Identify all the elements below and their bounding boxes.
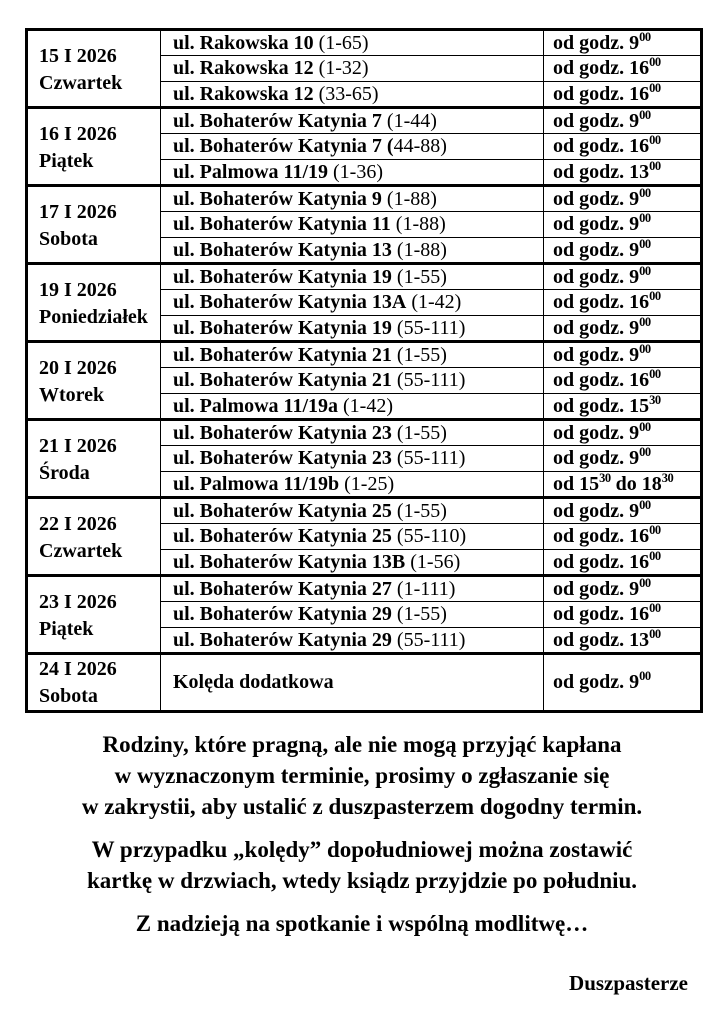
- street-cell: [161, 186, 544, 212]
- street-name: ul. Bohaterów Katynia 9: [173, 187, 382, 210]
- schedule-table-body: [27, 30, 702, 712]
- time-text: od godz. 9: [553, 213, 640, 235]
- time-minutes-superscript: 00: [639, 237, 651, 251]
- street-name: ul. Bohaterów Katynia 23: [173, 447, 392, 469]
- house-number-range: (1-65): [313, 31, 369, 54]
- day-text: Piątek: [39, 618, 94, 640]
- time-minutes-superscript: 00: [649, 133, 661, 147]
- time-text: od godz. 13: [553, 160, 650, 183]
- street-name: ul. Bohaterów Katynia 7: [173, 109, 382, 132]
- time-cell: [544, 394, 702, 420]
- time-text: od godz. 15: [553, 394, 650, 417]
- house-number-range: (1-88): [391, 238, 447, 261]
- street-cell: [161, 212, 544, 238]
- time-cell: [544, 472, 702, 498]
- time-cell: [544, 290, 702, 316]
- time-minutes-superscript: 30: [599, 471, 611, 485]
- time-cell: [544, 212, 702, 238]
- time-text: od godz. 9: [553, 447, 640, 469]
- street-name: ul. Bohaterów Katynia 27: [173, 577, 392, 600]
- house-number-range: (1-55): [391, 499, 447, 522]
- day-text: Wtorek: [39, 384, 105, 406]
- time-minutes-superscript: 00: [649, 523, 661, 537]
- time-text: od godz. 16: [553, 57, 650, 79]
- note-line: w wyznaczonym terminie, prosimy o zgłaszanie się: [114, 763, 610, 788]
- street-name: ul. Bohaterów Katynia 13: [173, 238, 392, 261]
- street-name: ul. Rakowska 12: [173, 82, 314, 105]
- note-line: Rodziny, które pragną, ale nie mogą przyjąć kapłana: [102, 732, 622, 757]
- time-text: od godz. 9: [553, 31, 640, 54]
- time-cell: [544, 82, 702, 108]
- note-paragraph-2: [0, 834, 724, 896]
- time-cell: [544, 368, 702, 394]
- time-minutes-superscript: 00: [649, 159, 661, 173]
- time-cell: [544, 108, 702, 134]
- street-cell: [161, 316, 544, 342]
- street-name: ul. Palmowa 11/19: [173, 160, 329, 183]
- time-minutes-superscript: 00: [639, 419, 651, 434]
- time-cell: [544, 446, 702, 472]
- notes-section: [0, 729, 724, 999]
- street-cell: [161, 238, 544, 264]
- time-minutes-superscript: 00: [639, 185, 651, 200]
- day-text: Piątek: [39, 150, 94, 172]
- house-number-range: (1-111): [391, 577, 456, 600]
- table-row: [27, 186, 702, 212]
- street-name: ul. Bohaterów Katynia 19: [173, 316, 392, 339]
- table-row: [27, 576, 702, 602]
- street-cell: [161, 394, 544, 420]
- street-cell: [161, 524, 544, 550]
- day-text: Sobota: [39, 228, 98, 250]
- street-cell: [161, 264, 544, 290]
- koleda-schedule-table: [25, 28, 703, 713]
- signature: Duszpasterze: [569, 971, 688, 995]
- time-cell: [544, 524, 702, 550]
- time-cell: [544, 264, 702, 290]
- time-cell: [544, 316, 702, 342]
- street-cell: [161, 82, 544, 108]
- date-text: 17 I 2026: [39, 201, 117, 223]
- time-minutes-superscript: 00: [639, 315, 651, 329]
- time-minutes-superscript: 00: [649, 81, 661, 95]
- time-minutes-superscript: 00: [639, 669, 651, 683]
- time-minutes-superscript: 00: [649, 55, 661, 69]
- street-cell: [161, 498, 544, 524]
- street-cell: [161, 290, 544, 316]
- house-number-range: (1-88): [390, 213, 446, 235]
- date-cell: [27, 342, 161, 420]
- time-text: od godz. 16: [553, 550, 650, 573]
- date-text: 23 I 2026: [39, 591, 117, 613]
- time-cell: [544, 420, 702, 446]
- house-number-range: (1-32): [313, 57, 369, 79]
- time-minutes-superscript: 00: [639, 29, 651, 44]
- street-cell: [161, 30, 544, 56]
- time-cell: [544, 654, 702, 712]
- note-line: W przypadku „kolędy” dopołudniowej można zostawić: [91, 837, 633, 862]
- day-text: Czwartek: [39, 540, 123, 562]
- house-number-range: 44-88): [393, 135, 447, 157]
- table-row: [27, 30, 702, 56]
- time-cell: [544, 134, 702, 160]
- street-name: ul. Rakowska 12: [173, 57, 314, 79]
- table-row: [27, 108, 702, 134]
- date-text: 16 I 2026: [39, 123, 117, 145]
- date-cell: [27, 108, 161, 186]
- street-name: Kolęda dodatkowa: [173, 671, 334, 693]
- note-line: kartkę w drzwiach, wtedy ksiądz przyjdzie po południu.: [86, 868, 638, 893]
- note-paragraph-3: [0, 908, 724, 939]
- time-cell: [544, 498, 702, 524]
- street-cell: [161, 420, 544, 446]
- time-text: od godz. 9: [553, 187, 640, 210]
- street-name: ul. Bohaterów Katynia 23: [173, 421, 392, 444]
- date-cell: [27, 498, 161, 576]
- time-minutes-superscript: 00: [649, 627, 661, 641]
- time-cell: [544, 602, 702, 628]
- table-row: [27, 420, 702, 446]
- day-text: Poniedziałek: [39, 306, 148, 328]
- house-number-range: (1-55): [391, 421, 447, 444]
- street-cell: [161, 654, 544, 712]
- time-cell: [544, 30, 702, 56]
- date-text: 15 I 2026: [39, 45, 117, 67]
- date-cell: [27, 30, 161, 108]
- time-minutes-superscript: 00: [649, 367, 661, 381]
- street-cell: [161, 160, 544, 186]
- house-number-range: (1-55): [391, 343, 447, 366]
- house-number-range: (1-42): [338, 394, 393, 417]
- date-cell: [27, 576, 161, 654]
- street-name: ul. Bohaterów Katynia 7 (: [173, 135, 394, 157]
- street-name: ul. Bohaterów Katynia 29: [173, 628, 392, 651]
- time-minutes-superscript: 00: [639, 497, 651, 512]
- note-paragraph-1: [0, 729, 724, 822]
- date-cell: [27, 420, 161, 498]
- time-text: od godz. 16: [553, 82, 650, 105]
- street-name: ul. Bohaterów Katynia 21: [173, 343, 392, 366]
- time-minutes-superscript: 00: [649, 289, 661, 303]
- day-text: Czwartek: [39, 72, 123, 94]
- time-text: od godz. 16: [553, 135, 650, 157]
- time-text: od 15: [553, 472, 600, 495]
- street-cell: [161, 342, 544, 368]
- time-text: od godz. 9: [553, 109, 640, 132]
- street-name: ul. Bohaterów Katynia 13B: [173, 550, 406, 573]
- time-cell: [544, 576, 702, 602]
- date-text: 22 I 2026: [39, 513, 117, 535]
- table-row: [27, 342, 702, 368]
- date-text: 20 I 2026: [39, 357, 117, 379]
- date-cell: [27, 654, 161, 712]
- time-minutes-superscript: 30: [661, 471, 674, 485]
- time-text: od godz. 16: [553, 369, 650, 391]
- street-cell: [161, 602, 544, 628]
- time-text: od godz. 9: [553, 499, 640, 522]
- day-text: Sobota: [39, 685, 98, 707]
- house-number-range: (1-56): [405, 550, 461, 573]
- house-number-range: (55-111): [391, 316, 466, 339]
- time-minutes-superscript: 00: [639, 263, 651, 278]
- house-number-range: (1-55): [391, 265, 447, 288]
- time-minutes-superscript: 00: [639, 341, 651, 356]
- house-number-range: (1-42): [406, 291, 462, 313]
- street-name: ul. Palmowa 11/19a: [173, 394, 339, 417]
- street-name: ul. Bohaterów Katynia 13A: [173, 291, 407, 313]
- time-text: do 18: [610, 472, 662, 495]
- street-cell: [161, 108, 544, 134]
- street-cell: [161, 472, 544, 498]
- house-number-range: (1-36): [328, 160, 383, 183]
- time-minutes-superscript: 00: [649, 601, 661, 615]
- date-cell: [27, 186, 161, 264]
- house-number-range: (33-65): [313, 82, 379, 105]
- house-number-range: (55-110): [391, 525, 467, 547]
- date-text: 19 I 2026: [39, 279, 117, 301]
- time-text: od godz. 9: [553, 421, 640, 444]
- time-text: od godz. 9: [553, 343, 640, 366]
- street-cell: [161, 576, 544, 602]
- time-text: od godz. 16: [553, 603, 650, 625]
- time-minutes-superscript: 30: [649, 393, 661, 407]
- time-minutes-superscript: 00: [639, 445, 651, 459]
- street-name: ul. Bohaterów Katynia 29: [173, 603, 392, 625]
- note-line: w zakrystii, aby ustalić z duszpasterzem dogodny termin.: [81, 794, 643, 819]
- street-cell: [161, 446, 544, 472]
- street-cell: [161, 368, 544, 394]
- time-minutes-superscript: 00: [639, 211, 651, 225]
- house-number-range: (1-44): [381, 109, 437, 132]
- time-text: od godz. 9: [553, 316, 640, 339]
- house-number-range: (1-55): [391, 603, 447, 625]
- house-number-range: (1-88): [381, 187, 437, 210]
- table-row: [27, 654, 702, 712]
- time-text: od godz. 13: [553, 628, 650, 651]
- time-cell: [544, 550, 702, 576]
- time-text: od godz. 16: [553, 291, 650, 313]
- date-text: 21 I 2026: [39, 435, 117, 457]
- street-cell: [161, 56, 544, 82]
- note-line: Z nadzieją na spotkanie i wspólną modlitwę…: [135, 911, 589, 936]
- street-name: ul. Bohaterów Katynia 21: [173, 369, 392, 391]
- time-cell: [544, 342, 702, 368]
- street-name: ul. Bohaterów Katynia 11: [173, 213, 391, 235]
- date-text: 24 I 2026: [39, 658, 117, 680]
- time-cell: [544, 56, 702, 82]
- time-text: od godz. 16: [553, 525, 650, 547]
- table-row: [27, 498, 702, 524]
- time-cell: [544, 160, 702, 186]
- house-number-range: (1-25): [339, 472, 395, 495]
- time-minutes-superscript: 00: [639, 575, 651, 590]
- time-minutes-superscript: 00: [649, 549, 661, 563]
- time-cell: [544, 186, 702, 212]
- table-row: [27, 264, 702, 290]
- street-name: ul. Bohaterów Katynia 25: [173, 499, 392, 522]
- street-cell: [161, 134, 544, 160]
- time-text: od godz. 9: [553, 238, 640, 261]
- street-name: ul. Bohaterów Katynia 25: [173, 525, 392, 547]
- street-cell: [161, 628, 544, 654]
- street-name: ul. Palmowa 11/19b: [173, 472, 340, 495]
- time-cell: [544, 238, 702, 264]
- time-text: od godz. 9: [553, 577, 640, 600]
- time-cell: [544, 628, 702, 654]
- street-name: ul. Rakowska 10: [173, 31, 314, 54]
- house-number-range: (55-111): [391, 447, 466, 469]
- date-cell: [27, 264, 161, 342]
- house-number-range: (55-111): [391, 628, 466, 651]
- house-number-range: (55-111): [391, 369, 466, 391]
- street-name: ul. Bohaterów Katynia 19: [173, 265, 392, 288]
- time-text: od godz. 9: [553, 265, 640, 288]
- day-text: Środa: [39, 462, 90, 484]
- time-text: od godz. 9: [553, 671, 640, 693]
- time-minutes-superscript: 00: [639, 107, 651, 122]
- street-cell: [161, 550, 544, 576]
